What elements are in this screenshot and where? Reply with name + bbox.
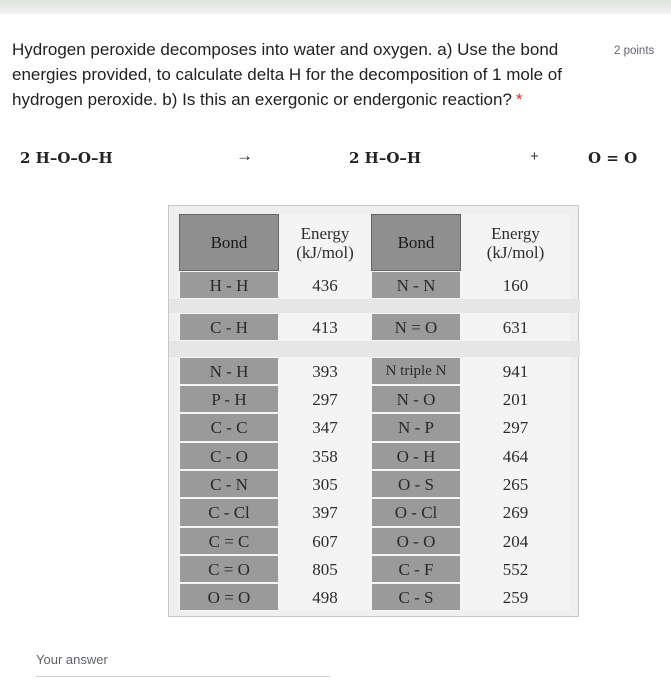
energy-cell: 201 [461, 385, 570, 413]
energy-cell: 413 [279, 313, 371, 341]
bond-cell: C = C [179, 527, 279, 555]
energy-cell: 297 [279, 385, 371, 413]
table-header: Energy (kJ/mol) [279, 214, 371, 271]
required-asterisk: * [515, 90, 523, 109]
bond-cell: C - H [179, 313, 279, 341]
question-title [12, 37, 602, 112]
bond-cell: O - S [371, 470, 461, 498]
energy-cell: 265 [461, 470, 570, 498]
equation-arrow: → [236, 146, 253, 165]
table-gap [169, 299, 580, 313]
bond-cell: C - O [179, 442, 279, 470]
energy-cell: 358 [279, 442, 371, 470]
bond-cell: N - P [371, 413, 461, 442]
energy-cell: 305 [279, 470, 371, 498]
energy-cell: 347 [279, 413, 371, 442]
equation-product-oxygen: O = O [588, 149, 638, 167]
bond-cell: C - C [179, 413, 279, 442]
energy-cell: 160 [461, 271, 570, 299]
equation-reactant: 2 H–O–O–H [20, 149, 113, 167]
bond-cell: N - O [371, 385, 461, 413]
energy-cell: 631 [461, 313, 570, 341]
bond-cell: N triple N [371, 357, 461, 385]
answer-input[interactable]: Your answer [36, 652, 108, 667]
energy-cell: 393 [279, 357, 371, 385]
energy-cell: 607 [279, 527, 371, 555]
points-label: 2 points [614, 45, 655, 57]
bond-cell: H - H [179, 271, 279, 299]
energy-cell: 436 [279, 271, 371, 299]
energy-cell: 297 [461, 413, 570, 442]
answer-underline[interactable] [36, 676, 330, 677]
equation-plus: + [530, 148, 539, 165]
bond-cell: N - H [179, 357, 279, 385]
bond-cell: C - F [371, 555, 461, 583]
energy-cell: 941 [461, 357, 570, 385]
bond-energy-table-image [168, 205, 579, 617]
question-text: Hydrogen peroxide decomposes into water and oxygen. a) Use the bond energies provided, to calculate delta H for the decomposition of 1 mole of hydrogen peroxide. b) Is this an exergonic or endergonic reaction? [12, 40, 562, 109]
bond-cell: N - N [371, 271, 461, 299]
bond-cell: O - Cl [371, 498, 461, 527]
energy-cell: 552 [461, 555, 570, 583]
energy-cell: 464 [461, 442, 570, 470]
energy-cell: 269 [461, 498, 570, 527]
bond-cell: P - H [179, 385, 279, 413]
energy-cell: 204 [461, 527, 570, 555]
equation-product-water: 2 H–O–H [349, 149, 422, 167]
bond-cell: O - H [371, 442, 461, 470]
table-gap [169, 341, 580, 357]
form-top-accent [0, 0, 671, 14]
table-header: Bond [179, 214, 279, 271]
energy-cell: 259 [461, 583, 570, 611]
table-header: Bond [371, 214, 461, 271]
bond-cell: C - N [179, 470, 279, 498]
energy-cell: 397 [279, 498, 371, 527]
bond-cell: O = O [179, 583, 279, 611]
bond-cell: N = O [371, 313, 461, 341]
energy-cell: 498 [279, 583, 371, 611]
energy-cell: 805 [279, 555, 371, 583]
bond-cell: O - O [371, 527, 461, 555]
table-header: Energy (kJ/mol) [461, 214, 570, 271]
bond-cell: C - S [371, 583, 461, 611]
bond-cell: C = O [179, 555, 279, 583]
bond-cell: C - Cl [179, 498, 279, 527]
